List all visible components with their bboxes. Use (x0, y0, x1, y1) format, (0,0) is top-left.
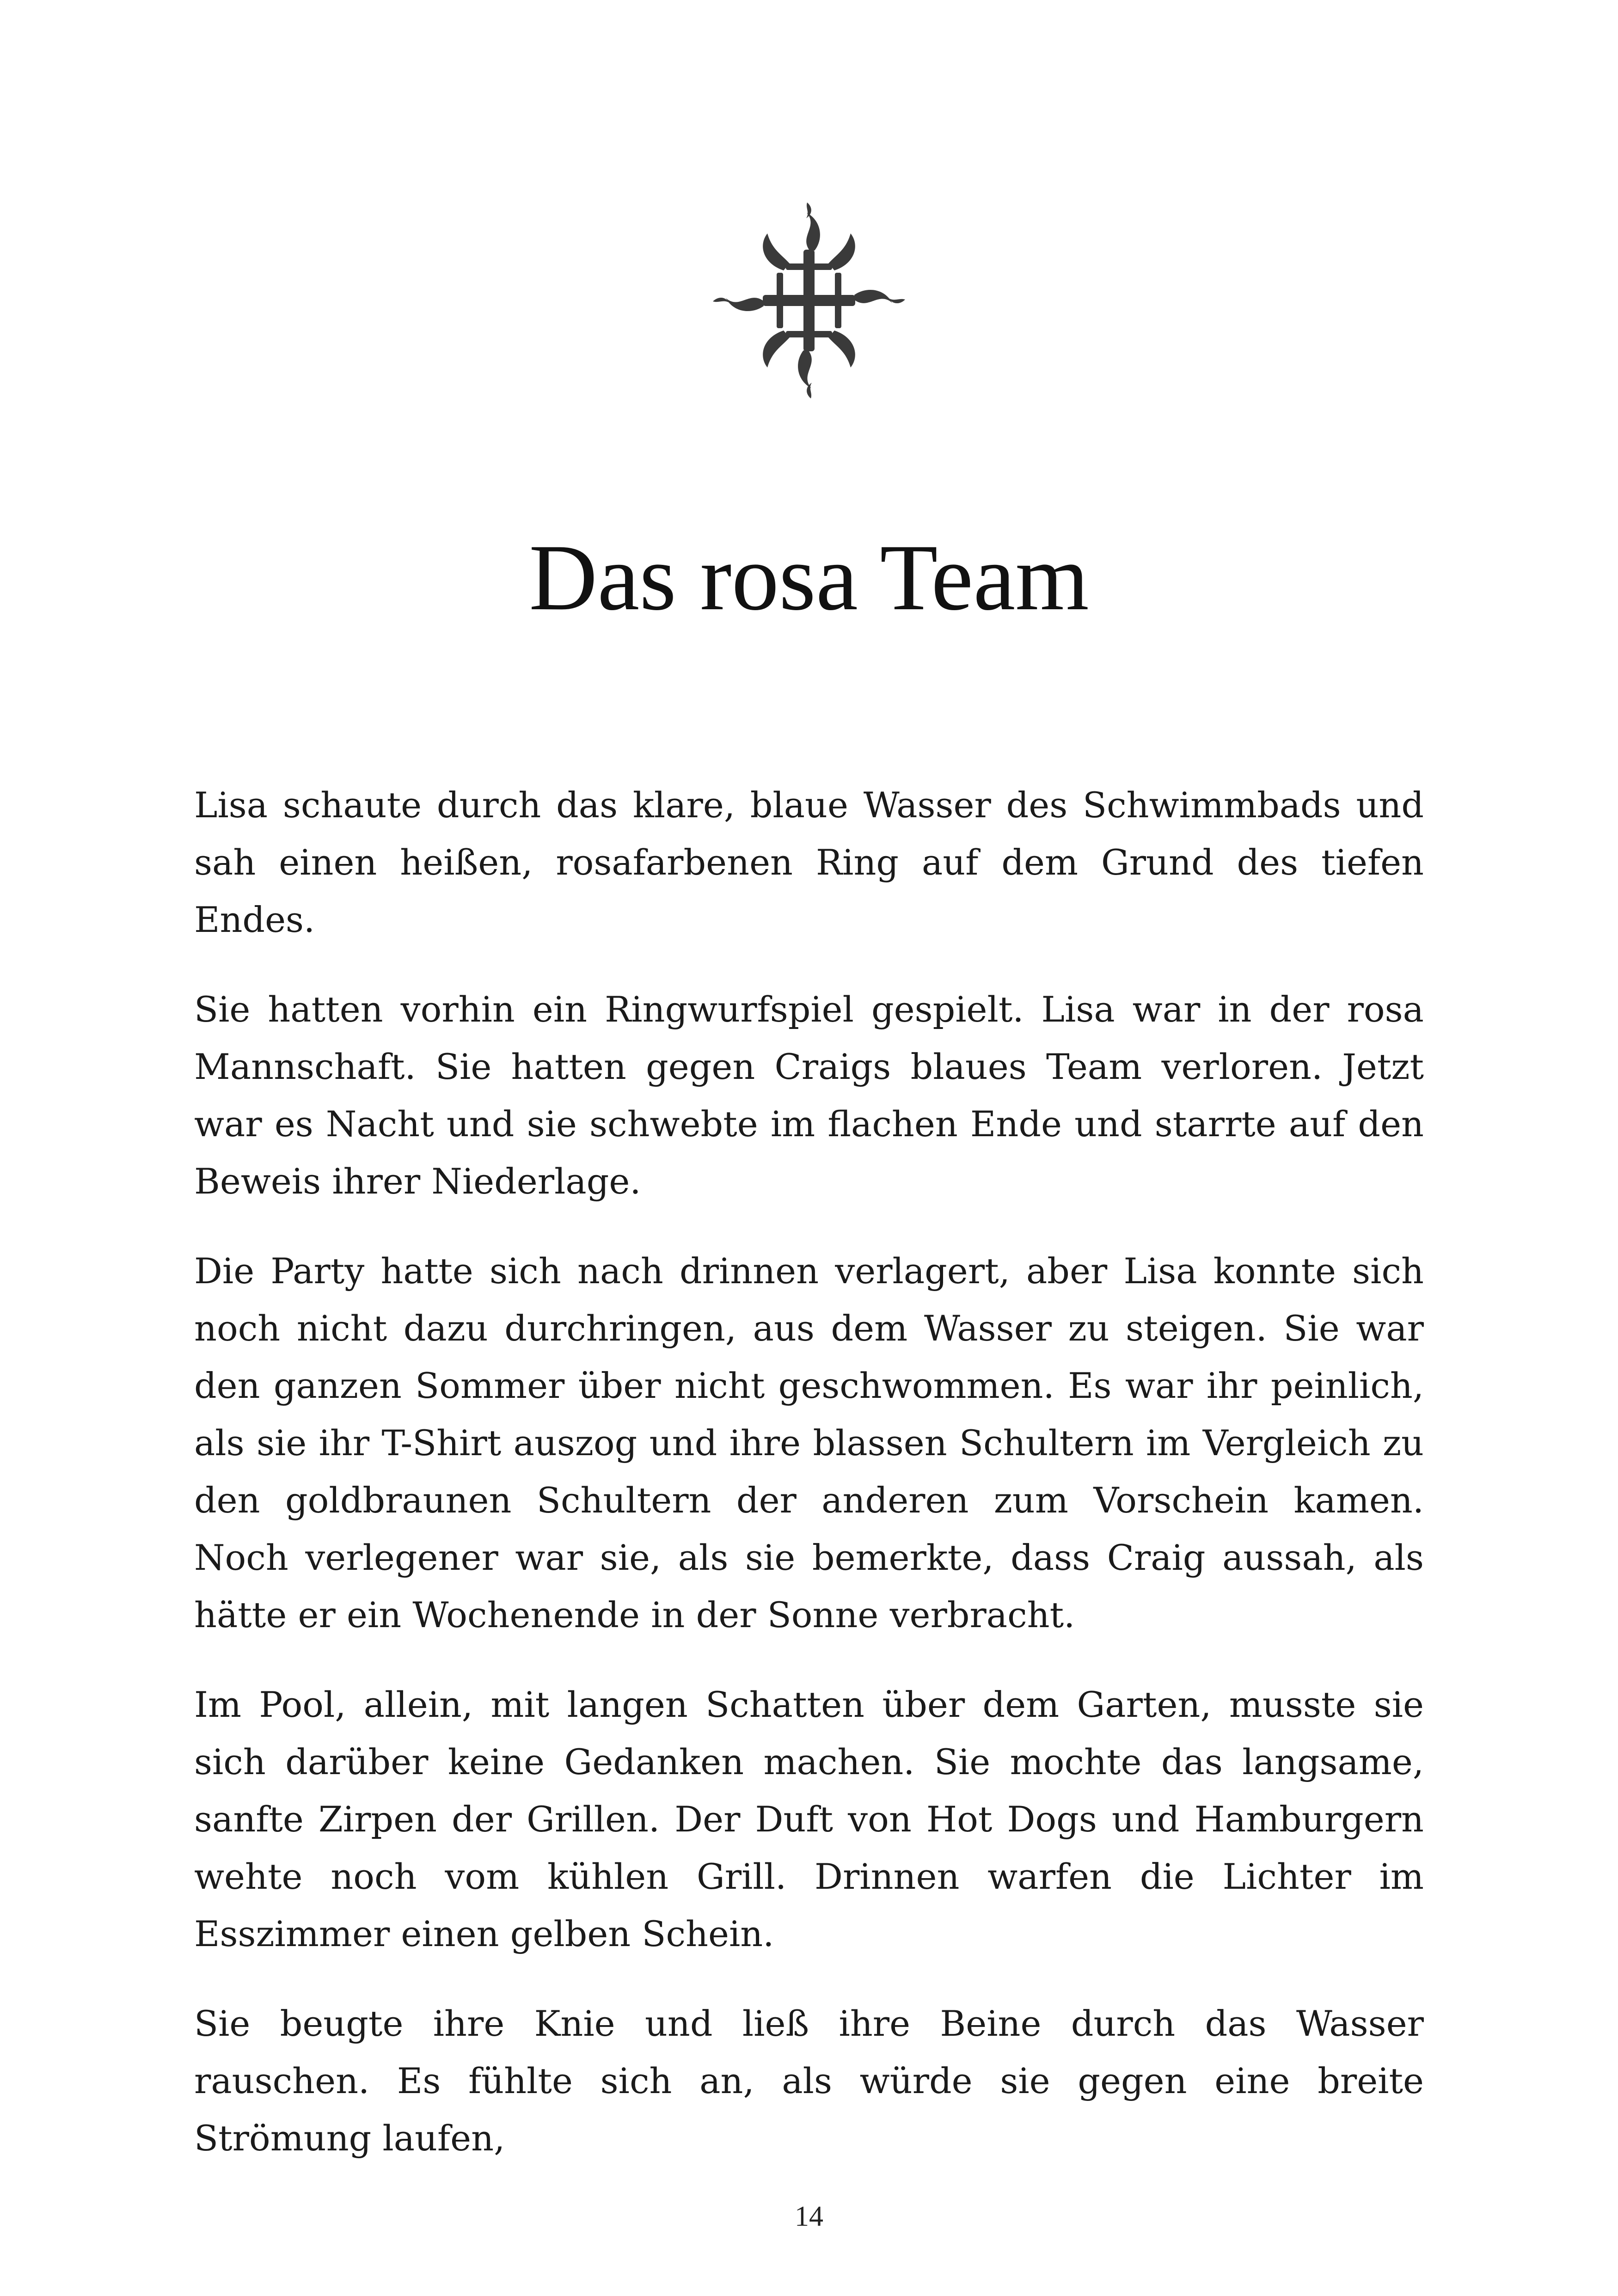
chapter-body (194, 777, 1424, 2199)
paragraph-4: Im Pool, allein, mit langen Schatten über dem Garten, musste sie sich darüber keine Gedanken machen. Sie mochte das langsame, sanfte Zirpen der Grillen. Der Duft von Hot Dogs und Hamburgern wehte noch vom kühlen Grill. Drinnen warfen die Lichter im Esszimmer einen gelben Schein. (194, 1684, 1424, 1954)
celtic-cross-ornament-icon (707, 194, 911, 407)
paragraph-3: Die Party hatte sich nach drinnen verlagert, aber Lisa konnte sich noch nicht dazu durchringen, aus dem Wasser zu steigen. Sie war den ganzen Sommer über nicht geschwommen. Es war ihr peinlich, als sie ihr T-Shirt auszog und ihre blassen Schultern im Vergleich zu den goldbraunen Schultern der anderen zum Vorschein kamen. Noch verlegener war sie, als sie bemerkte, dass Craig aussah, als hätte er ein Wochenende in der Sonne verbracht. (194, 1250, 1424, 1635)
paragraph-2: Sie hatten vorhin ein Ringwurfspiel gespielt. Lisa war in der rosa Mannschaft. Sie hatten gegen Craigs blaues Team verloren. Jetzt war es Nacht und sie schwebte im flachen Ende und starrte auf den Beweis ihrer Niederlage. (194, 989, 1424, 1202)
paragraph-1: Lisa schaute durch das klare, blaue Wasser des Schwimmbads und sah einen heißen, rosafarbenen Ring auf dem Grund des tiefen Endes. (194, 784, 1424, 940)
paragraph-5: Sie beugte ihre Knie und ließ ihre Beine durch das Wasser rauschen. Es fühlte sich an, als würde sie gegen eine breite Strömung laufen, (194, 2003, 1424, 2159)
chapter-title: Das rosa Team (529, 525, 1089, 630)
page-number: 14 (795, 2201, 823, 2232)
